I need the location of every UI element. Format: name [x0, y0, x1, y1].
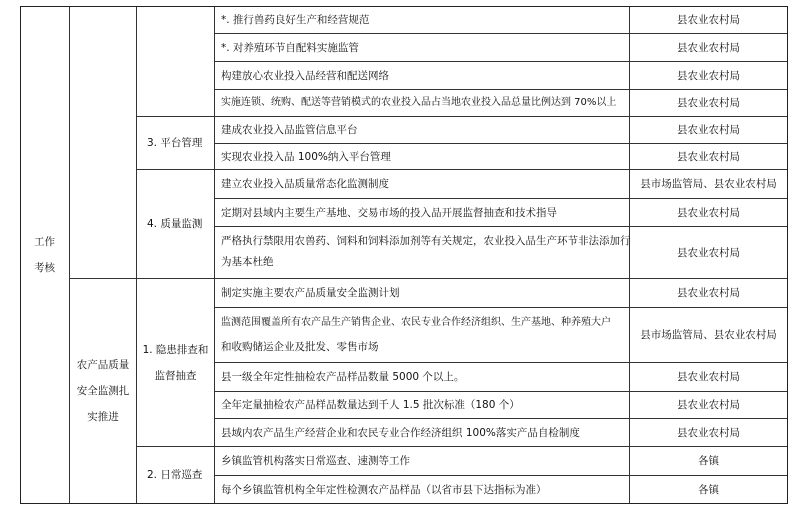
task-text: 严格执行禁限用农兽药、饲料和饲料添加剂等有关规定，农业投入品生产环节非法添加行	[221, 234, 631, 247]
dept-text: 各镇	[698, 483, 719, 496]
subgroup-label: 3. 平台管理	[147, 137, 203, 149]
subgroup-cell-continued	[137, 6, 215, 117]
dept-text: 县农业农村局	[677, 13, 740, 26]
subgroup-hazard-inspection	[137, 279, 215, 447]
dept-text: 县市场监管局、县农业农村局	[640, 178, 777, 190]
dept-cell	[630, 419, 788, 447]
task-cell	[215, 227, 630, 279]
dept-text: 县农业农村局	[677, 41, 740, 54]
subgroup-label: 4. 质量监测	[147, 218, 203, 230]
task-cell	[215, 447, 630, 476]
task-text: 制定实施主要农产品质量安全监测计划	[221, 287, 400, 299]
task-cell	[215, 6, 630, 34]
subgroup-platform-management	[137, 117, 215, 170]
subgroup-label: 1. 隐患排查和	[142, 343, 209, 356]
dept-cell	[630, 363, 788, 392]
category-line-2: 考核	[34, 261, 55, 274]
dept-cell	[630, 117, 788, 144]
task-cell	[215, 34, 630, 62]
task-text: 全年定量抽检农产品样品数量达到千人 1.5 批次标准（180 个）	[221, 399, 520, 411]
task-cell	[215, 476, 630, 504]
dept-text: 县农业农村局	[677, 246, 740, 259]
task-cell	[215, 279, 630, 308]
dept-text: 县农业农村局	[677, 399, 740, 411]
task-cell	[215, 117, 630, 144]
dept-cell	[630, 144, 788, 170]
dept-cell	[630, 170, 788, 199]
category-line-1: 工作	[34, 235, 55, 248]
task-cell	[215, 363, 630, 392]
task-text: 县域内农产品生产经营企业和农民专业合作经济组织 100%落实产品自检制度	[221, 426, 580, 439]
task-text: 建成农业投入品监管信息平台	[221, 124, 358, 136]
subgroup-daily-patrol	[137, 447, 215, 504]
task-text: 监测范围覆盖所有农产品生产销售企业、农民专业合作经济组织、生产基地、种养殖大户	[221, 317, 611, 328]
dept-cell	[630, 34, 788, 62]
task-text: 为基本杜绝	[221, 255, 274, 268]
group-line: 安全监测扎	[76, 385, 130, 397]
group-line: 农产品质量	[76, 359, 130, 371]
task-cell	[215, 392, 630, 419]
category-cell	[20, 6, 70, 504]
task-cell	[215, 62, 630, 90]
dept-text: 县农业农村局	[677, 206, 740, 219]
dept-cell	[630, 476, 788, 504]
dept-text: 县农业农村局	[677, 97, 740, 109]
task-text: 实现农业投入品 100%纳入平台管理	[221, 150, 391, 163]
subgroup-label: 监督抽查	[154, 369, 197, 382]
dept-cell	[630, 6, 788, 34]
subgroup-label: 2. 日常巡查	[147, 469, 203, 481]
dept-text: 县农业农村局	[677, 150, 740, 163]
dept-cell	[630, 308, 788, 363]
task-text: 县一级全年定性抽检农产品样品数量 5000 个以上。	[221, 371, 465, 383]
dept-cell	[630, 90, 788, 117]
group-cell-upper	[70, 6, 137, 279]
subgroup-quality-monitoring	[137, 170, 215, 279]
task-cell	[215, 308, 630, 363]
task-text: *. 推行兽药良好生产和经营规范	[221, 13, 370, 26]
dept-cell	[630, 392, 788, 419]
task-cell	[215, 170, 630, 199]
task-cell	[215, 419, 630, 447]
dept-text: 县农业农村局	[677, 426, 740, 439]
group-line: 实推进	[87, 411, 119, 423]
dept-text: 县农业农村局	[677, 69, 740, 82]
task-cell	[215, 90, 630, 117]
group-cell-quality-monitoring	[70, 279, 137, 504]
task-text: 和收购储运企业及批发、零售市场	[221, 341, 379, 353]
task-text: 每个乡镇监管机构全年定性检测农产品样品（以省市县下达指标为准）	[221, 483, 547, 496]
dept-cell	[630, 199, 788, 227]
dept-cell	[630, 62, 788, 90]
dept-text: 县农业农村局	[677, 287, 740, 299]
task-cell	[215, 144, 630, 170]
task-text: 定期对县域内主要生产基地、交易市场的投入品开展监督抽查和技术指导	[221, 206, 557, 219]
dept-cell	[630, 447, 788, 476]
task-text: 建立农业投入品质量常态化监测制度	[221, 178, 389, 190]
dept-text: 县农业农村局	[677, 371, 740, 383]
dept-cell	[630, 279, 788, 308]
task-text: 构建放心农业投入品经营和配送网络	[221, 69, 389, 82]
dept-text: 县市场监管局、县农业农村局	[640, 329, 777, 341]
dept-text: 各镇	[698, 455, 719, 467]
task-text: 乡镇监管机构落实日常巡查、速测等工作	[221, 455, 410, 467]
dept-cell	[630, 227, 788, 279]
task-text: *. 对养殖环节自配料实施监管	[221, 41, 359, 54]
task-cell	[215, 199, 630, 227]
task-text: 实施连锁、统购、配送等营销模式的农业投入品占当地农业投入品总量比例达到 70%以上	[221, 97, 617, 108]
dept-text: 县农业农村局	[677, 124, 740, 136]
